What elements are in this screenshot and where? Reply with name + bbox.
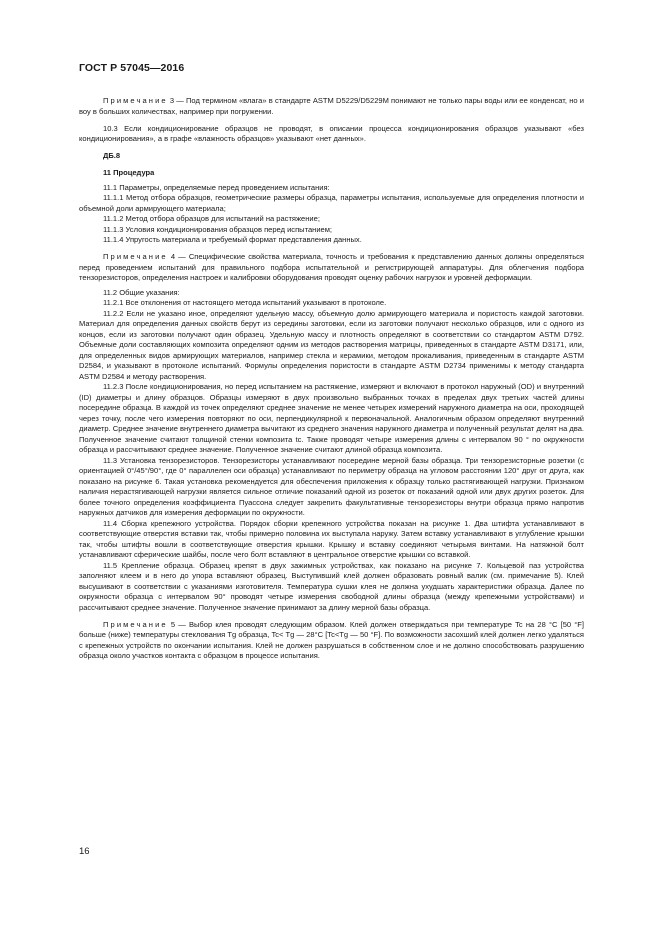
note-dash: 4 —: [167, 252, 189, 261]
page-number: 16: [79, 846, 90, 857]
paragraph-11-1-2: 11.1.2 Метод отбора образцов для испытаний на растяжение;: [103, 214, 320, 223]
note-3: [79, 96, 584, 117]
paragraph-10-3: 10.3 Если кондиционирование образцов не проводят, в описании процесса кондиционирования образцов указывают «без кондиционирования», а в графе «влажность образцов» указывают «нет данных».: [79, 123, 584, 143]
note-text: Выбор клея проводят следующим образом. Клей должен отверждаться при температуре Tc на 28 °C [50 °F] больше (ниже) температуры стеклования Tg образца, Tc< Tg — 28°C [Tc<Tg — 50 °F]. По возможности засохший клей должен легко удаляться с крепежных устройств по окончании испытания. Клей не должен разрушаться в собственном слое и не должно способствовать разрушению образца около участков контакта с образцом в процессе испытания.: [79, 619, 584, 660]
note-label: Примечание: [103, 252, 168, 261]
note-text: Специфические свойства материала, точность и требования к представлению данных должны определяться перед проведением испытаний для правильного подбора испытательной и регистрирующей аппаратуры. Для облегчения подбора тензорезисторов, определения настроек и калибровки оборудования проводят оценку рабочих нагрузок и уровней деформации.: [79, 252, 584, 282]
paragraph-11-1-4: 11.1.4 Упругость материала и требуемый формат представления данных.: [103, 235, 362, 244]
note-label: Примечание: [103, 96, 168, 105]
paragraph-11-5: 11.5 Крепление образца. Образец крепят в двух зажимных устройствах, как показано на рисунке 7. Кольцевой паз устройства заполняют клеем и в него до упора вставляют образец. Выступивший клей должен образовать ровный валик (см. примечание 5). Клей высушивают в соответствии с указаниями изготовителя. Температура сушки клея не должна ухудшать характеристики образца. Далее по окружности образца с интервалом 90° проводят четыре измерения свободной длины образца (между крепежными устройствами) и рассчитывают среднее значение. Полученное значение принимают за длину мерной базы образца.: [79, 560, 584, 612]
paragraph-11-3: 11.3 Установка тензорезисторов. Тензорезисторы устанавливают посередине мерной базы образца. Три тензорезисторные розетки (с ориентацией 0°/45°/90°, где 0° параллелен оси образца) устанавливают по периметру образца на угловом расстоянии 120° друг от друга, как показано на рисунке 6. Такая установка рекомендуется для обеспечения приложения к образцу только растягивающей нагрузки. Признаком наличия нерастягивающей нагрузки является сильное отличие показаний одной из розеток от показаний одной или двух других розеток. Для более точного определения коэффициента Пуассона следует закрепить факультативные тензорезисторы внутри образца прямо напротив наружных датчиков для измерения деформации по окружности.: [79, 455, 584, 517]
note-5: [79, 620, 584, 662]
standard-header: ГОСТ Р 57045—2016: [79, 62, 185, 74]
note-dash: 3 —: [167, 96, 186, 105]
paragraph-11-2-3: 11.2.3 После кондиционирования, но перед испытанием на растяжение, измеряют и включают в протокол наружный (OD) и внутренний (ID) диаметры и длину образцов. Образцы измеряют в двух произвольно выбранных точках в пределах двух третьих частей длины посередине образца. В каждой из точек определяют среднее значение не менее четырех измерений наружного диаметра на оси, проходящей через точку, после чего измерения повторяют по оси, перпендикулярной к первоначальной. Аналогичным образом определяют внутренний диаметр. Среднее значение внутреннего диаметра вычитают из среднего значения наружного диаметра и полученный результат делят на два. Полученное значение считают толщиной стенки композита tc. Также проводят четыре измерения длины с интервалом 90 ° по окружности образца и рассчитывают среднее значение. Полученное значение считают длиной образца композита.: [79, 382, 584, 454]
document-body: [79, 96, 584, 662]
section-heading-procedure: 11 Процедура: [103, 168, 155, 177]
section-heading-db8: ДБ.8: [103, 151, 121, 160]
paragraph-11-2-1: 11.2.1 Все отклонения от настоящего метода испытаний указывают в протоколе.: [103, 298, 387, 307]
paragraph-11-2-2: 11.2.2 Если не указано иное, определяют удельную массу, объемную долю армирующего материала и пористость каждой заготовки. Материал для определения данных свойств берут из середины заготовки, если из заготовки получают несколько образцов, или с одного из концов, если из заготовки получают один образец. Удельную массу и плотность определяют в соответствии со стандартом ASTM D792. Объемные доли составляющих композита определяют одним из методов растворения матрицы, приведенных в стандарте ASTM D3171, или, для определенных видов армирующих материалов, например стекла и керамики, методом прокаливания, приведенным в стандарте ASTM D2584, и указывают в протоколе испытаний. Формулы определения пористости в стандарте ASTM D2734 применимы к методу стандарта ASTM D2584 и методу растворения.: [79, 308, 584, 381]
paragraph-11-2: 11.2 Общие указания:: [103, 287, 180, 297]
paragraph-11-4: 11.4 Сборка крепежного устройства. Порядок сборки крепежного устройства показан на рисунке 1. Два штифта устанавливают в соответствующие отверстия вставки так, чтобы примерно половина их выступала наружу. Затем вставку устанавливают в углубление крышки так, чтобы штифты вошли в соответствующие отверстия крышки. Крышку и вставку соединяют четырьмя винтами. На натяжной болт устанавливают сферические шайбы, после чего болт вставляют в центральное отверстие крышки со вставкой.: [79, 518, 584, 559]
note-text: Под термином «влага» в стандарте ASTM D5229/D5229M понимают не только пары воды или ее конденсат, но и воу в больших количествах, например при погружении.: [79, 96, 584, 116]
note-dash: 5 —: [167, 619, 189, 629]
note-label: Примечание: [103, 619, 168, 629]
paragraph-11-1-1: 11.1.1 Метод отбора образцов, геометрические размеры образца, параметры испытания, используемые для определения плотности и объемной доли армирующего материала;: [79, 193, 584, 213]
paragraph-11-1-3: 11.1.3 Условия кондиционирования образцов перед испытанием;: [103, 224, 333, 234]
paragraph-11-1: 11.1 Параметры, определяемые перед проведением испытания:: [103, 182, 330, 192]
note-4: [79, 252, 584, 284]
